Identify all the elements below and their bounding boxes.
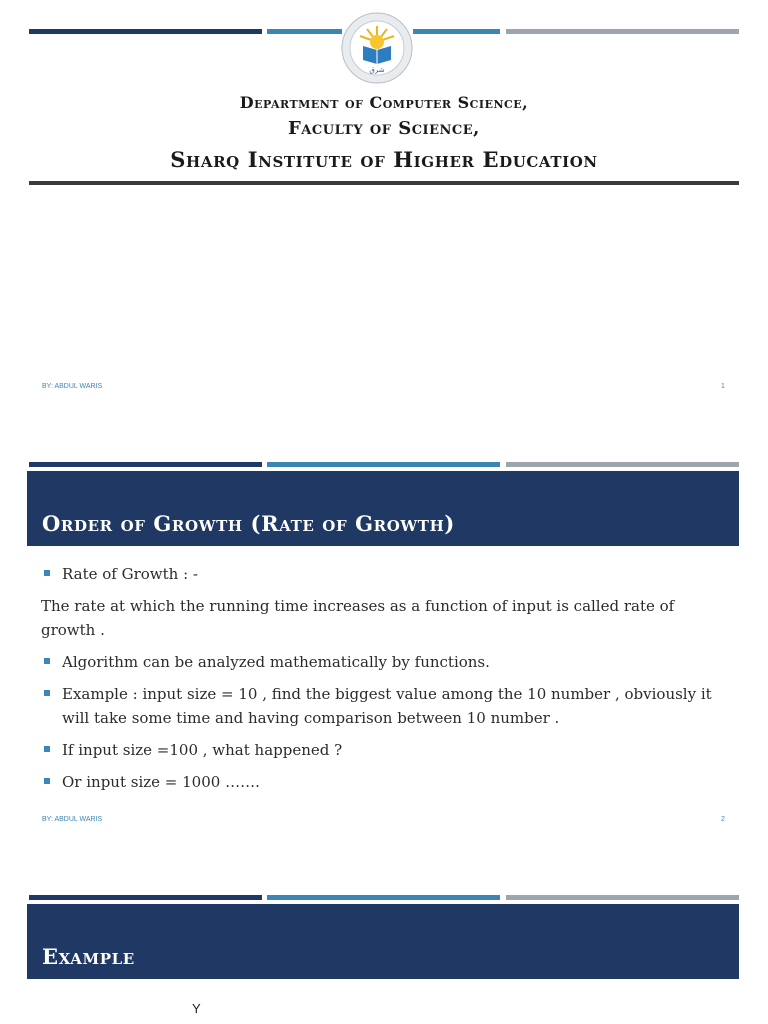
bullet-rate-of-growth: Rate of Growth : - <box>62 565 198 583</box>
logo-arabic-text: شرق <box>369 66 385 74</box>
slide-2-header <box>27 471 739 546</box>
slide-2-bar-gray <box>506 462 739 467</box>
rate-of-growth-definition: The rate at which the running time increases as a function of input is called rate of growth . <box>41 597 675 639</box>
bullet-marker <box>44 690 50 696</box>
bullet-marker <box>44 658 50 664</box>
slide-2-page-number: 2 <box>721 816 725 823</box>
faculty-title: Faculty of Science, <box>288 118 480 139</box>
title-rule <box>29 181 739 185</box>
bullet-algorithm-analysis: Algorithm can be analyzed mathematically by functions. <box>62 653 490 671</box>
bullet-input-100: If input size =100 , what happened ? <box>62 741 343 759</box>
slide-3-bar-navy <box>29 895 262 900</box>
slide-1-footer-author: BY: ABDUL WARIS <box>42 383 103 390</box>
institute-logo <box>341 12 413 84</box>
institute-title: Sharq Institute of Higher Education <box>170 147 598 172</box>
bullet-marker <box>44 778 50 784</box>
bullet-example: Example : input size = 10 , find the biggest value among the 10 number , obviously it will take some time and having comparison between 10 number . <box>62 685 712 727</box>
bullet-marker <box>44 570 50 576</box>
slide-2-bar-blue <box>267 462 500 467</box>
department-title: Department of Computer Science, <box>239 93 529 112</box>
slide-1-page-number: 1 <box>721 383 725 390</box>
slide-3-title: Example <box>42 944 135 969</box>
slide-2-title: Order of Growth (Rate of Growth) <box>42 511 455 536</box>
top-bar-blue-left <box>267 29 342 34</box>
slide-3-bar-blue <box>267 895 500 900</box>
top-bar-navy <box>29 29 262 34</box>
slide-2-bar-navy <box>29 462 262 467</box>
top-bar-blue-right <box>413 29 500 34</box>
slide-2-footer-author: BY: ABDUL WARIS <box>42 816 103 823</box>
top-bar-gray <box>506 29 739 34</box>
bullet-input-1000: Or input size = 1000 ……. <box>62 773 260 791</box>
slide-3-bar-gray <box>506 895 739 900</box>
y-axis-label: Y <box>192 1001 201 1016</box>
bullet-marker <box>44 746 50 752</box>
slide-3-header <box>27 904 739 979</box>
